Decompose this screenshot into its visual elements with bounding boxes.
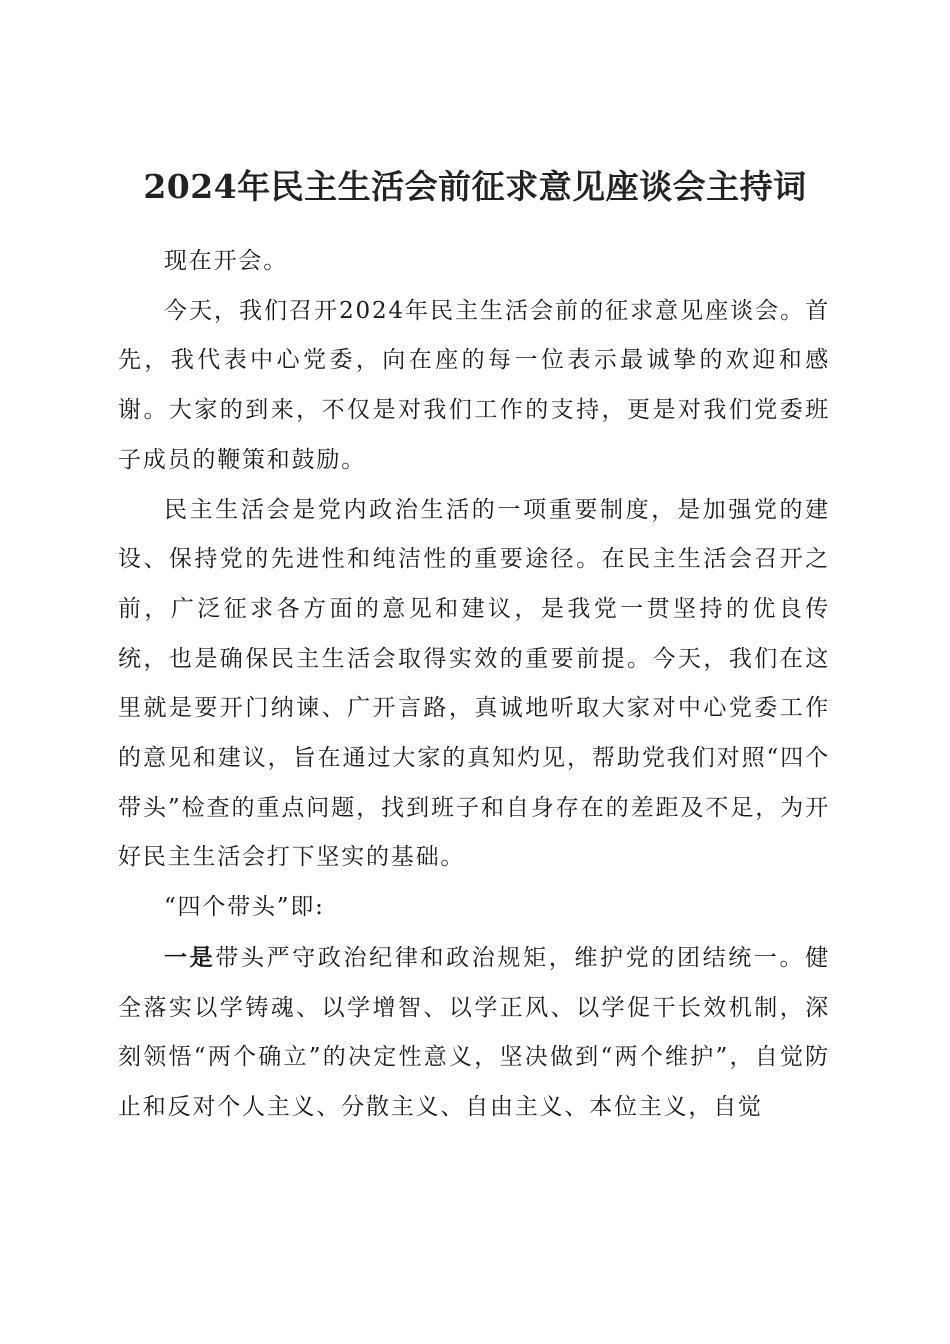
paragraph-welcome: 今天，我们召开2024年民主生活会前的征求意见座谈会。首先，我代表中心党委，向在座的每一位表示最诚挚的欢迎和感谢。大家的到来，不仅是对我们工作的支持，更是对我们党委班子成员的鞭策和鼓励。 [118, 297, 830, 473]
paragraph-purpose: 民主生活会是党内政治生活的一项重要制度，是加强党的建设、保持党的先进性和纯洁性的重要途径。在民主生活会召开之前，广泛征求各方面的意见和建议，是我党一贯坚持的优良传统，也是确保民主生活会取得实效的重要前提。今天，我们在这里就是要开门纳谏、广开言路，真诚地听取大家对中心党委工作的意见和建议，旨在通过大家的真知灼见，帮助党我们对照“四个带头”检查的重点问题，找到班子和自身存在的差距及不足，为开好民主生活会打下坚实的基础。 [118, 496, 830, 871]
paragraph-point-one [118, 933, 830, 1133]
paragraph-four-leads-intro: “四个带头”即: [164, 894, 325, 921]
document-title: 2024年民主生活会前征求意见座谈会主持词 [143, 167, 807, 206]
paragraph-opening: 现在开会。 [164, 248, 288, 274]
point-one-text: 带头严守政治纪律和政治规矩，维护党的团结统一。健全落实以学铸魂、以学增智、以学正风、以学促干长效机制，深刻领悟“两个确立”的决定性意义，坚决做到“两个维护”，自觉防止和反对个人主义、分散主义、自由主义、本位主义，自觉 [118, 944, 830, 1120]
document-body [118, 237, 830, 1133]
point-one-lead: 一是 [164, 943, 216, 971]
